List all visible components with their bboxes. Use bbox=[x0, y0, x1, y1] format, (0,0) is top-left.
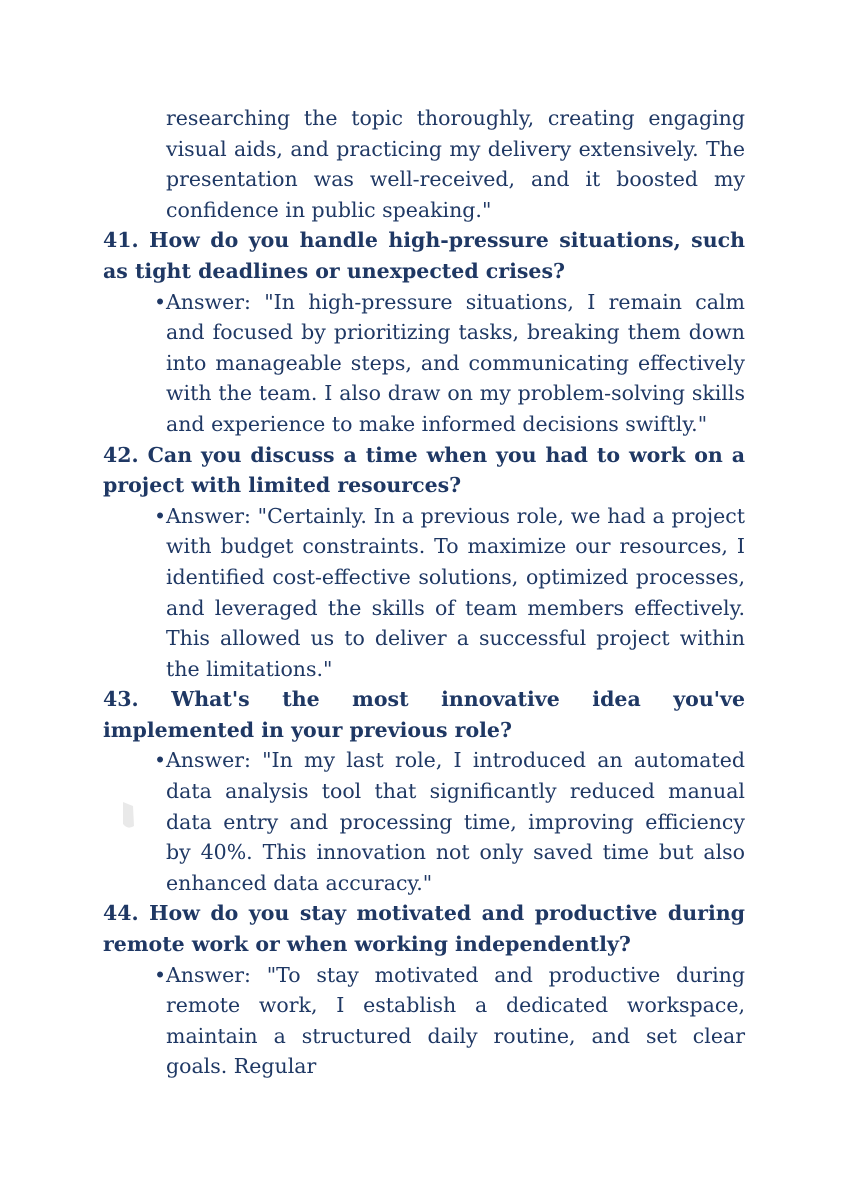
bullet-icon: • bbox=[154, 503, 167, 528]
bullet-icon: • bbox=[154, 748, 167, 773]
answer-43-text: Answer: "In my last role, I introduced an automated data analysis tool that significantly reduced manual data entry and processing time, improving efficiency by 40%. This innovation not only saved time but also enhanced data accuracy." bbox=[166, 748, 745, 895]
answer-continuation-text: researching the topic thoroughly, creating engaging visual aids, and practicing my delivery extensively. The presentation was well-received, and it boosted my confidence in public speaking." bbox=[166, 106, 745, 222]
question-42: 42. Can you discuss a time when you had to work on a project with limited resources? bbox=[103, 442, 745, 498]
answer-42 bbox=[154, 501, 745, 685]
answer-42-text: Answer: "Certainly. In a previous role, we had a project with budget constraints. To maximize our resources, I identified cost-effective solutions, optimized processes, and leveraged the skills of team members effectively. This allowed us to deliver a successful project within the limitations." bbox=[166, 503, 745, 681]
question-43: 43. What's the most innovative idea you've implemented in your previous role? bbox=[103, 687, 745, 742]
answer-41 bbox=[154, 287, 745, 440]
bullet-icon: • bbox=[154, 962, 167, 987]
question-44: 44. How do you stay motivated and productive during remote work or when working independently? bbox=[103, 901, 745, 957]
answer-44 bbox=[154, 960, 745, 1082]
bullet-icon: • bbox=[154, 289, 167, 314]
question-41: 41. How do you handle high-pressure situations, such as tight deadlines or unexpected crises? bbox=[103, 228, 745, 283]
answer-44-text: Answer: "To stay motivated and productive during remote work, I establish a dedicated workspace, maintain a structured daily routine, and set clear goals. Regular bbox=[166, 962, 745, 1079]
answer-43 bbox=[154, 745, 745, 898]
answer-41-text: Answer: "In high-pressure situations, I remain calm and focused by prioritizing tasks, breaking them down into manageable steps, and communicating effectively with the team. I also draw on my problem-solving skills and experience to make informed decisions swiftly." bbox=[166, 289, 745, 436]
document-body bbox=[103, 103, 745, 1082]
